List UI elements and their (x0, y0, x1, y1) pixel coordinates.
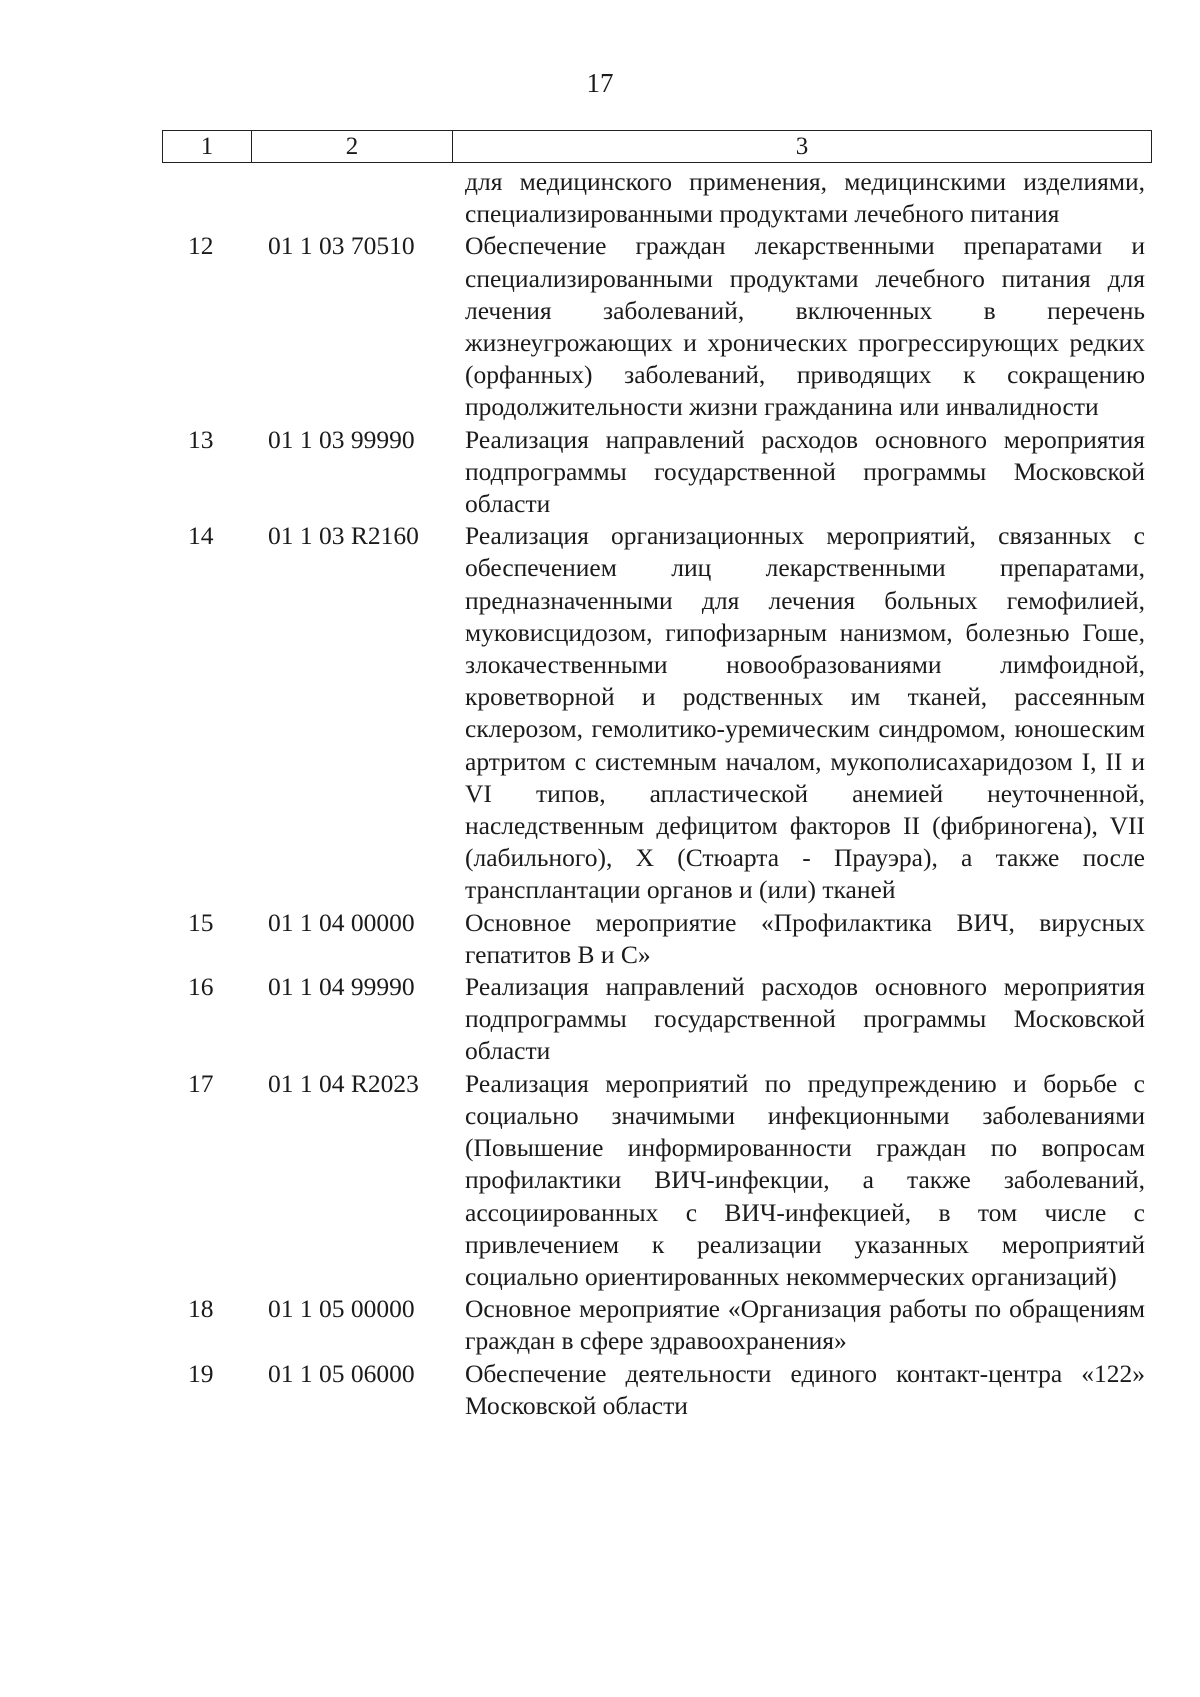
row-text: Обеспечение деятельности единого контакт-центра «122» Московской области (465, 1358, 1145, 1420)
table-row (0, 424, 1200, 521)
row-code: 01 1 04 00000 (268, 907, 415, 937)
row-number: 17 (188, 1068, 214, 1098)
table-row (0, 520, 1200, 906)
table-body (0, 166, 1200, 1422)
table-row (0, 971, 1200, 1068)
row-code: 01 1 03 R2160 (268, 521, 419, 551)
row-code: 01 1 05 00000 (268, 1294, 415, 1324)
table-row (0, 907, 1200, 971)
header-col-1: 1 (163, 131, 252, 162)
row-text: Реализация направлений расходов основного мероприятия подпрограммы государственной программы Московской области (465, 972, 1145, 1066)
page-number: 17 (586, 68, 614, 98)
row-number: 16 (188, 972, 214, 1002)
row-text: Основное мероприятие «Профилактика ВИЧ, вирусных гепатитов В и С» (465, 907, 1145, 969)
row-number: 19 (188, 1358, 214, 1388)
row-number: 14 (188, 521, 214, 551)
row-code: 01 1 04 99990 (268, 972, 415, 1002)
row-text: Обеспечение граждан лекарственными препаратами и специализированными продуктами лечебного питания для лечения заболеваний, включенных в перечень жизнеугрожающих и хронических прогрессирующих редких (орфанных) заболеваний, приводящих к сокращению продолжительности жизни гражданина или инвалидности (465, 231, 1145, 422)
row-text: Реализация мероприятий по предупреждению и борьбе с социально значимыми инфекционными заболеваниями (Повышение информированности граждан по вопросам профилактики ВИЧ-инфекции, а также заболеваний, ассоциированных с ВИЧ-инфекцией, в том числе с привлечением к реализации указанных мероприятий социально ориентированных некоммерческих организаций) (465, 1068, 1145, 1291)
header-col-2: 2 (252, 131, 453, 162)
row-code: 01 1 04 R2023 (268, 1068, 419, 1098)
row-text: для медицинского применения, медицинскими изделиями, специализированными продуктами лечебного питания (465, 167, 1145, 229)
row-text: Основное мероприятие «Организация работы по обращениям граждан в сфере здравоохранения» (465, 1294, 1145, 1356)
table-row (0, 230, 1200, 423)
row-number: 12 (188, 231, 214, 261)
row-code: 01 1 05 06000 (268, 1358, 415, 1388)
table-row (0, 1068, 1200, 1293)
table-row (0, 1358, 1200, 1422)
row-number: 15 (188, 907, 214, 937)
table-header (162, 130, 1152, 163)
row-text: Реализация организационных мероприятий, связанных с обеспечением лиц лекарственными препаратами, предназначенными для лечения больных гемофилией, муковисцидозом, гипофизарным нанизмом, болезнью Гоше, злокачественными новообразованиями лимфоидной, кроветворной и родственных им тканей, рассеянным склерозом, гемолитико-уремическим синдромом, юношеским артритом с системным началом, мукополисахаридозом I, II и VI типов, апластической анемией неуточненной, наследственным дефицитом факторов II (фибриногена), VII (лабильного), X (Стюарта - Прауэра), а также после трансплантации органов и (или) тканей (465, 521, 1145, 905)
row-text: Реализация направлений расходов основного мероприятия подпрограммы государственной программы Московской области (465, 424, 1145, 519)
row-number: 18 (188, 1294, 214, 1324)
header-col-3: 3 (795, 132, 809, 160)
table-row (0, 166, 1200, 230)
row-code: 01 1 03 70510 (268, 231, 415, 261)
row-code: 01 1 03 99990 (268, 424, 415, 454)
table-row (0, 1293, 1200, 1357)
row-number: 13 (188, 424, 214, 454)
